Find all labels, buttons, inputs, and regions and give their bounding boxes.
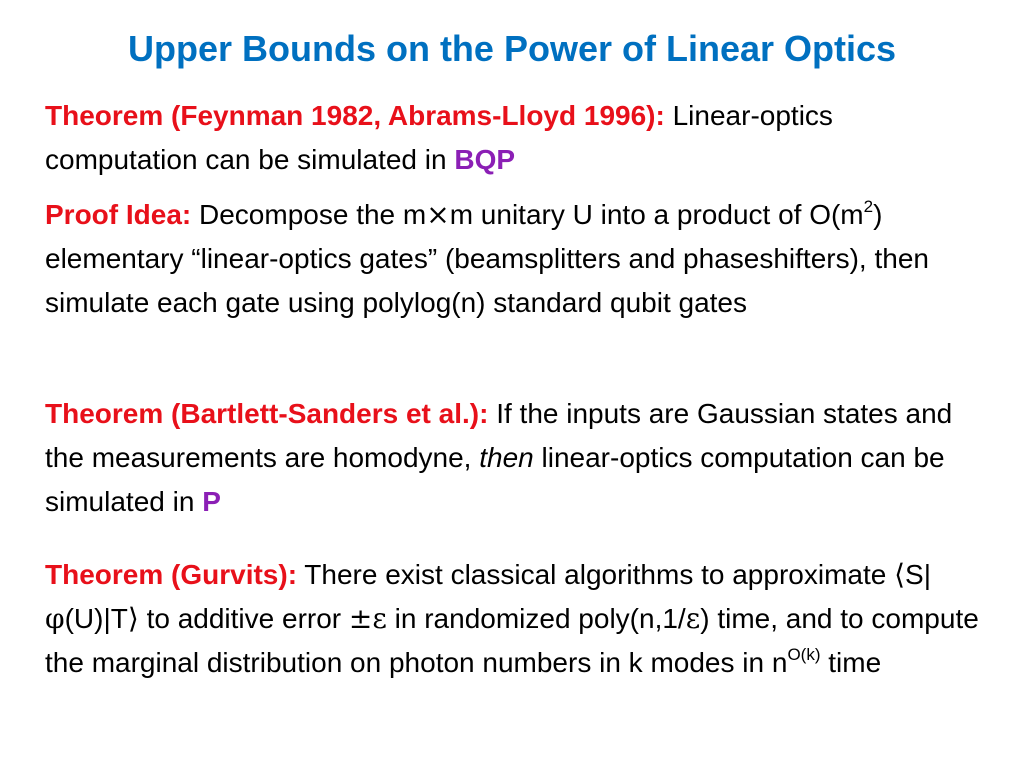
theorem-text: ) time, and to compute the marginal distribution on photon numbers in k modes in n: [45, 603, 979, 678]
theorem-label: Theorem (Gurvits):: [45, 559, 298, 590]
theorem-label: Theorem (Feynman 1982, Abrams-Lloyd 1996):: [45, 100, 665, 131]
theorem-bartlett-sanders: [45, 392, 985, 524]
theorem-feynman: [45, 94, 985, 182]
theorem-text: If the inputs are Gaussian states and the measurements are homodyne,: [45, 398, 953, 473]
theorem-text: (U)|T: [64, 603, 128, 634]
theorem-text: time: [820, 647, 882, 678]
right-angle-bracket: ⟩: [127, 602, 139, 635]
phi-symbol: φ: [45, 602, 65, 635]
proof-text: Decompose the m: [191, 199, 427, 230]
theorem-text: linear-optics computation can be simulated in: [45, 442, 945, 517]
proof-label: Proof Idea:: [45, 199, 192, 230]
theorem-text: There exist classical algorithms to approximate: [297, 559, 895, 590]
proof-text: ) elementary “linear-optics gates” (beamsplitters and phaseshifters), then simulate each gate using polylog(n) standard qubit gates: [45, 199, 929, 318]
slide-title: Upper Bounds on the Power of Linear Optics: [127, 28, 897, 69]
theorem-text: Linear-optics computation can be simulated in: [45, 100, 833, 175]
theorem-label: Theorem (Bartlett-Sanders et al.):: [45, 398, 489, 429]
theorem-gurvits: [45, 553, 985, 685]
superscript: O(k): [787, 644, 821, 664]
complexity-class-bqp: BQP: [454, 144, 516, 175]
proof-idea: [45, 193, 985, 325]
left-angle-bracket: ⟨: [894, 558, 906, 591]
plus-minus-epsilon: ±ε: [348, 602, 387, 635]
theorem-text: in randomized poly(n,1/: [386, 603, 686, 634]
times-symbol: ×: [426, 198, 450, 231]
theorem-text: to additive error: [138, 603, 349, 634]
italic-text: then: [479, 442, 534, 473]
epsilon-symbol: ε: [685, 602, 701, 635]
superscript: 2: [863, 196, 874, 216]
proof-text: m unitary U into a product of O(m: [449, 199, 864, 230]
theorem-text: S|: [905, 559, 931, 590]
complexity-class-p: P: [202, 486, 221, 517]
